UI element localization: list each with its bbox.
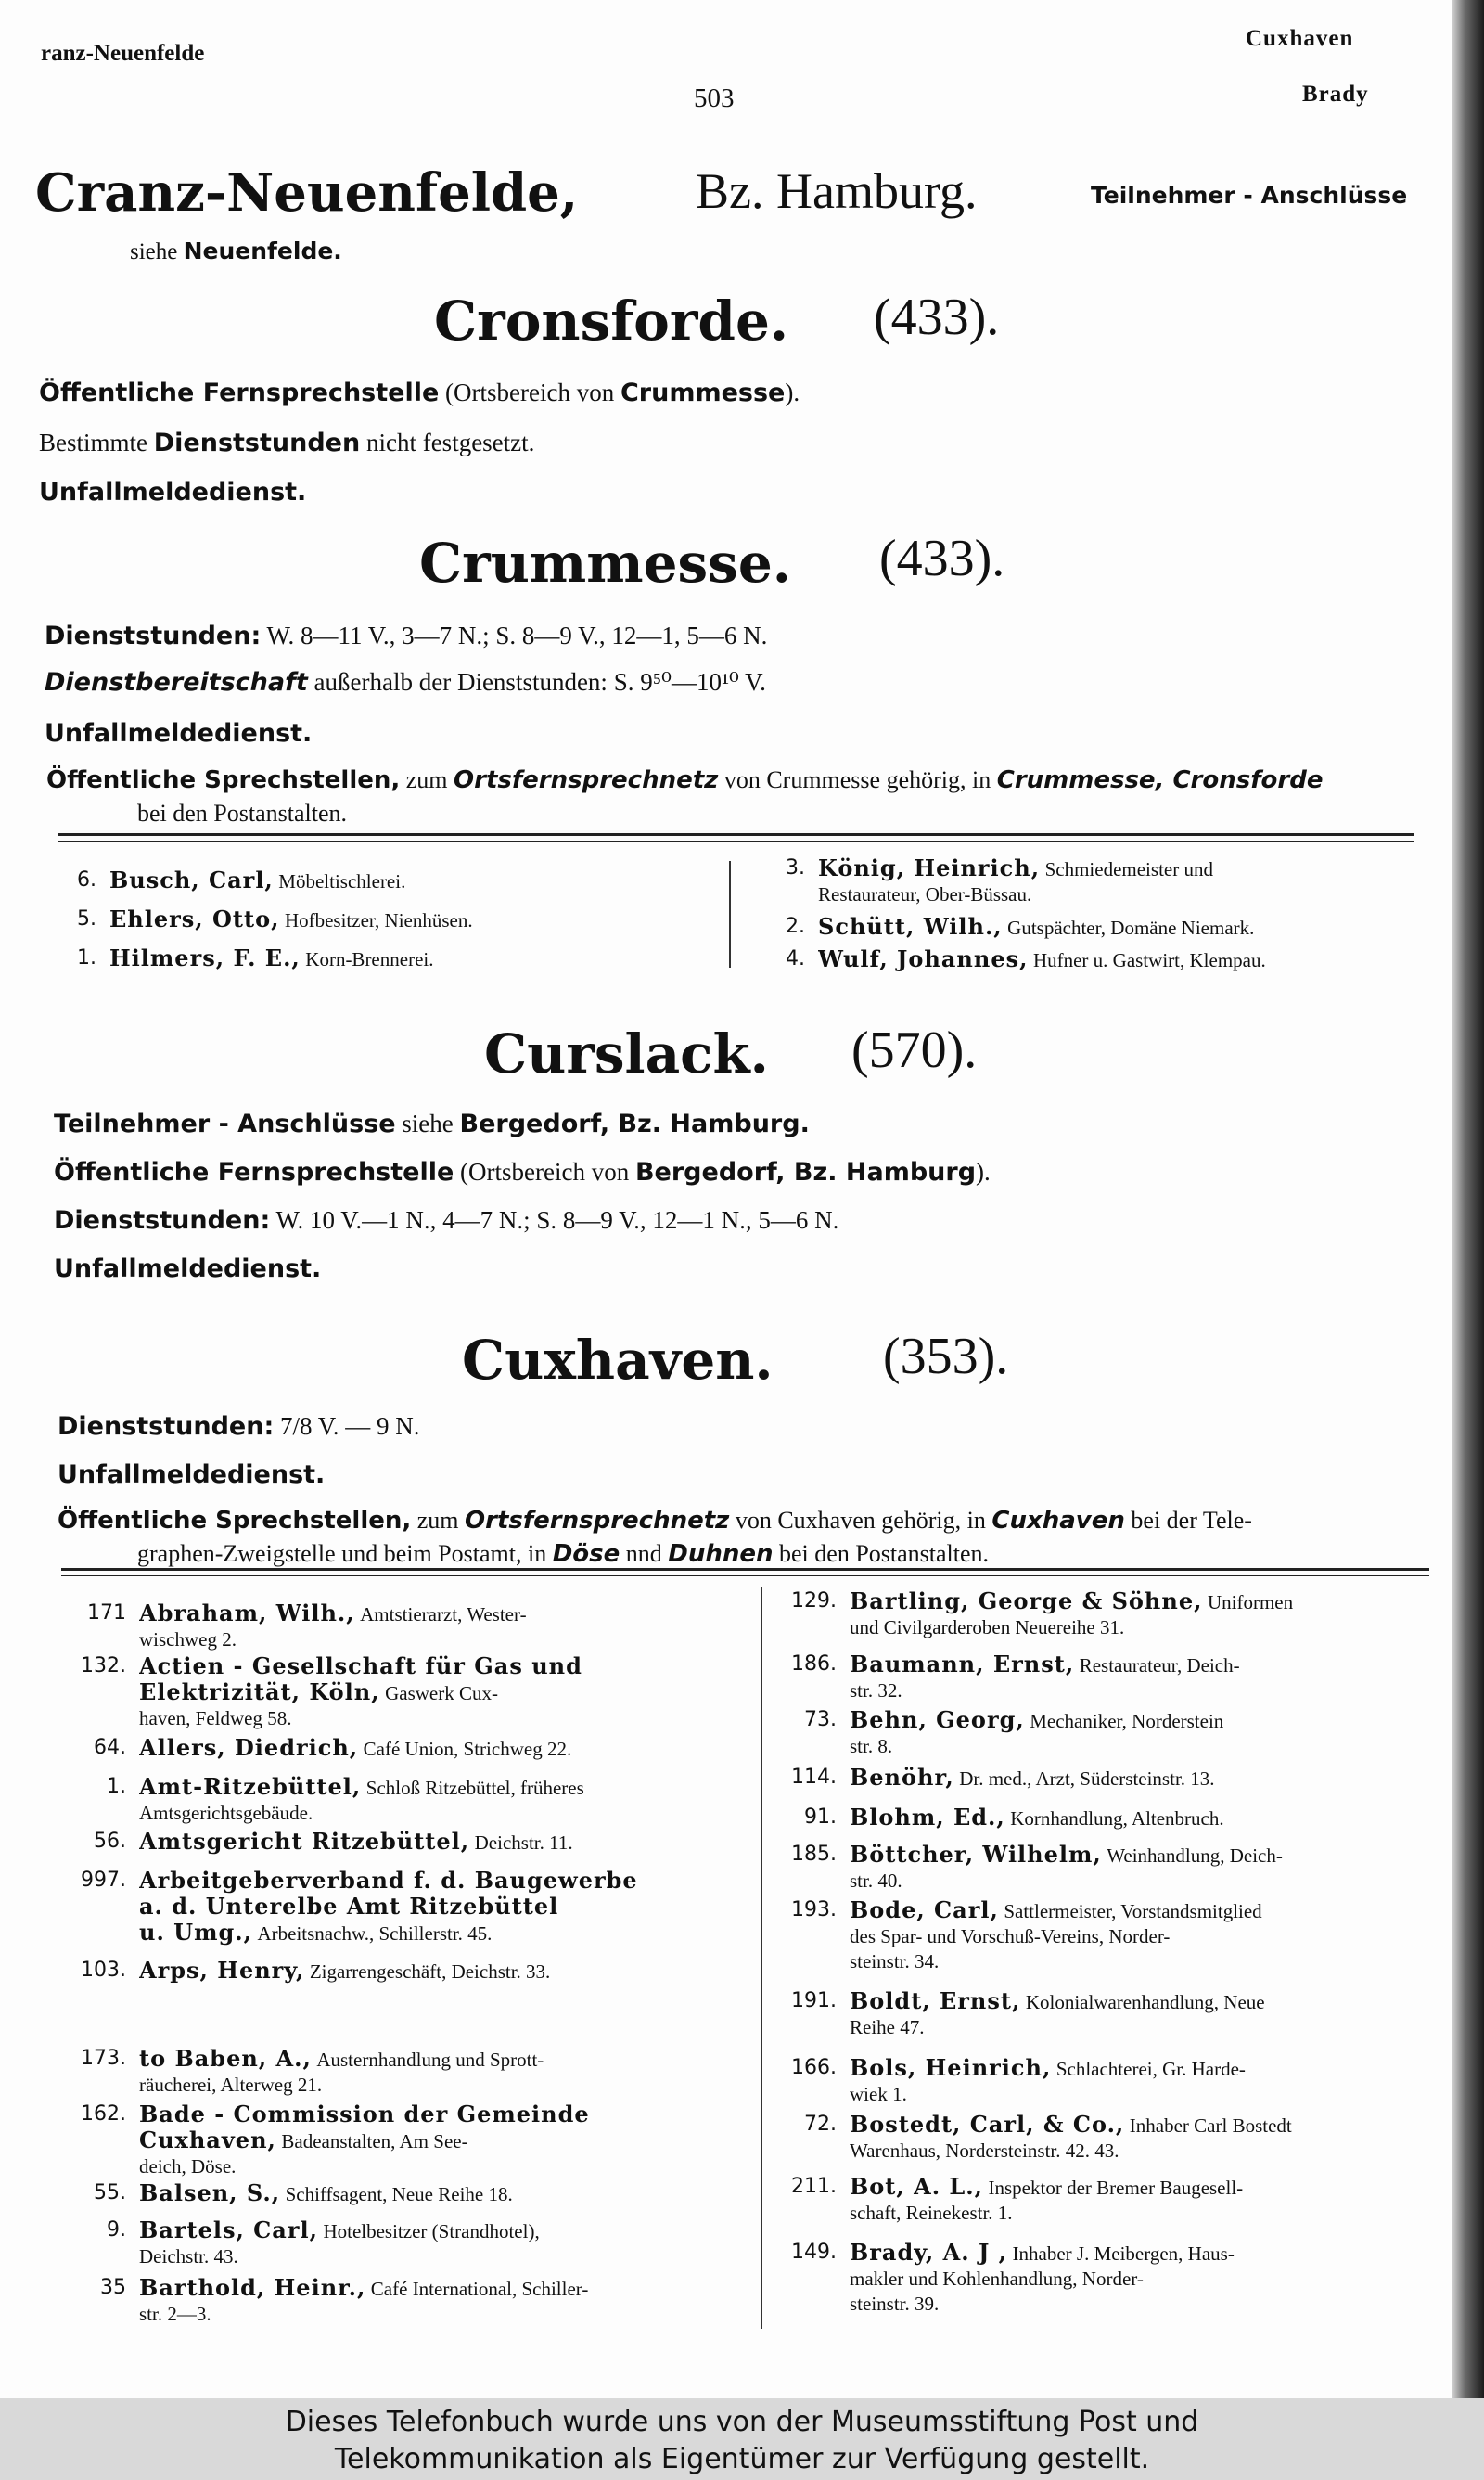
cuxhaven-hours <box>58 1412 420 1441</box>
entry-number: 9. <box>107 2218 126 2242</box>
entry-line <box>139 1653 731 1679</box>
entry-number: 35 <box>100 2276 126 2299</box>
entry-number: 166. <box>791 2056 837 2079</box>
entry-number: 1. <box>107 1775 126 1798</box>
entry-description: Hofbesitzer, Nienhüsen. <box>284 909 473 932</box>
entry-description-continued: Amtsgerichtsgebäude. <box>139 1802 313 1824</box>
entry-description: Kolonialwarenhandlung, Neue <box>1025 1991 1265 2013</box>
entry-name: Bode, Carl, <box>850 1897 999 1923</box>
entry-description: Schiffsagent, Neue Reihe 18. <box>285 2183 513 2205</box>
crummesse-readiness <box>45 668 766 697</box>
entry-body <box>850 1897 1443 1974</box>
entry-line <box>139 1958 731 1985</box>
entry-line <box>850 1707 1443 1734</box>
entry-name: Amtsgericht Ritzebüttel, <box>139 1829 470 1855</box>
cronsforde-hours-text: nicht festgesetzt. <box>365 429 535 456</box>
cronsforde-line-1 <box>39 379 800 407</box>
crummesse-public-text: von Crummesse gehörig, in <box>723 766 991 793</box>
entry-name: Actien - Gesellschaft für Gas und <box>139 1653 582 1679</box>
entry-number: 191. <box>791 1989 837 2012</box>
cuxhaven-public-place: Cuxhaven <box>991 1507 1125 1535</box>
entry-description-continued: wischweg 2. <box>139 1628 237 1651</box>
entry-body <box>850 2055 1443 2107</box>
entry-line <box>109 867 723 894</box>
entry-body <box>139 1653 731 1731</box>
crummesse-rule-top <box>58 833 1414 836</box>
entry-description: Gutspächter, Domäne Niemark. <box>1007 917 1255 939</box>
entry-body <box>850 1988 1443 2040</box>
entry-number: 149. <box>791 2241 837 2264</box>
entry-description-continued: str. 40. <box>850 1870 902 1892</box>
cuxhaven-public-zum: zum <box>416 1507 459 1534</box>
entry-number: 185. <box>791 1843 837 1866</box>
entry-number: 162. <box>81 2102 126 2126</box>
cuxhaven-number: (353). <box>883 1328 1009 1385</box>
entry-line <box>850 1588 1443 1615</box>
entry-description: Weinhandlung, Deich- <box>1107 1844 1283 1867</box>
curslack-hours-text: W. 10 V.—1 N., 4—7 N.; S. 8—9 V., 12—1 N., 5—6 N. <box>275 1206 839 1234</box>
entry-description: Amtstierarzt, Wester- <box>360 1603 527 1625</box>
entry-line <box>139 2217 731 2244</box>
entry-description-continued: haven, Feldweg 58. <box>139 1707 292 1729</box>
crummesse-public-line2: bei den Postanstalten. <box>137 800 348 827</box>
entry-description: Schlachterei, Gr. Harde- <box>1055 2058 1246 2080</box>
entry-name: Baumann, Ernst, <box>850 1651 1075 1677</box>
entry-description: Café Union, Strichweg 22. <box>363 1738 572 1760</box>
curslack-public-label: Öffentliche Fernsprechstelle <box>54 1158 454 1187</box>
entry-name: Amt-Ritzebüttel, <box>139 1774 362 1800</box>
entry-number: 997. <box>81 1869 126 1892</box>
entry-line <box>850 2112 1443 2139</box>
cuxhaven-hours-label: Dienststunden: <box>58 1412 275 1441</box>
entry-line <box>818 914 1421 941</box>
entry-description-continued: des Spar- und Vorschuß-Vereins, Norder- <box>850 1925 1171 1947</box>
entry-description: Hotelbesitzer (Strandhotel), <box>323 2220 540 2242</box>
entry-body <box>139 1868 731 1947</box>
cuxhaven-public-line2 <box>137 1540 989 1568</box>
entry-description: Hufner u. Gastwirt, Klempau. <box>1032 949 1266 971</box>
crummesse-hours <box>45 622 767 650</box>
entry-number: 173. <box>81 2047 126 2070</box>
crummesse-hours-label: Dienststunden: <box>45 622 262 650</box>
entry-description-continued: str. 2—3. <box>139 2303 211 2325</box>
cuxhaven-public-duhnen: Duhnen <box>668 1540 774 1568</box>
cranz-side-label: Teilnehmer - Anschlüsse <box>1091 182 1408 209</box>
entry-description-continued: steinstr. 39. <box>850 2293 940 2315</box>
curslack-hours-label: Dienststunden: <box>54 1206 271 1235</box>
curslack-line-1 <box>54 1110 810 1138</box>
cuxhaven-rule-bottom <box>61 1575 1429 1576</box>
entry-name: Hilmers, F. E., <box>109 945 301 971</box>
entry-description: Möbeltischlerei. <box>278 870 406 893</box>
cuxhaven-public-text: von Cuxhaven gehörig, in <box>735 1507 986 1534</box>
entry-name: Arps, Henry, <box>139 1958 305 1984</box>
entry-body <box>850 2240 1443 2317</box>
entry-name: Schütt, Wilh., <box>818 914 1003 940</box>
entry-number: 56. <box>94 1830 126 1853</box>
entry-description-continued: str. 32. <box>850 1679 902 1702</box>
running-header-right-bottom: Brady <box>1302 82 1369 107</box>
entry-body <box>139 2180 731 2207</box>
cronsforde-public-place: Crummesse <box>620 379 786 407</box>
entry-line <box>850 1842 1443 1869</box>
cuxhaven-public-text3: bei der Tele- <box>1131 1507 1252 1534</box>
crummesse-public-line1 <box>46 766 1323 794</box>
entry-body <box>850 1765 1443 1792</box>
entry-body <box>139 2275 731 2327</box>
entry-body <box>818 946 1421 973</box>
cuxhaven-public-line1 <box>58 1507 1252 1535</box>
cuxhaven-public-line2c: bei den Postanstalten. <box>779 1540 990 1567</box>
curslack-number: (570). <box>851 1022 978 1079</box>
entry-name: Bade - Commission der Gemeinde <box>139 2101 590 2127</box>
entry-body <box>109 867 723 894</box>
entry-line <box>139 2180 731 2207</box>
cranz-district: Bz. Hamburg. <box>696 163 978 219</box>
curslack-see-target: Bergedorf, Bz. Hamburg. <box>459 1110 810 1138</box>
entry-name: Abraham, Wilh., <box>139 1600 355 1626</box>
entry-number: 4. <box>786 947 805 970</box>
curslack-subscribers-label: Teilnehmer - Anschlüsse <box>54 1110 396 1138</box>
crummesse-column-divider <box>729 861 731 968</box>
cranz-title: Cranz-Neuenfelde, <box>35 162 579 224</box>
curslack-accident: Unfallmeldedienst. <box>54 1254 322 1283</box>
entry-name-continued: Elektrizität, Köln, <box>139 1679 380 1705</box>
entry-name: Bols, Heinrich, <box>850 2055 1052 2081</box>
entry-line <box>850 1651 1443 1678</box>
entry-number: 193. <box>791 1898 837 1921</box>
entry-name: Arbeitgeberverband f. d. Baugewerbe <box>139 1868 638 1894</box>
cronsforde-public-label: Öffentliche Fernsprechstelle <box>39 379 440 407</box>
entry-name: Böttcher, Wilhelm, <box>850 1842 1102 1868</box>
running-header-left: ranz-Neuenfelde <box>41 41 205 66</box>
entry-line <box>139 1735 731 1762</box>
entry-name: Blohm, Ed., <box>850 1805 1005 1831</box>
page-number: 503 <box>694 84 735 113</box>
entry-line <box>850 1765 1443 1792</box>
entry-line <box>139 1894 731 1920</box>
entry-description: Deichstr. 11. <box>474 1831 573 1854</box>
entry-description: Schloß Ritzebüttel, früheres <box>365 1777 584 1799</box>
entry-description-continued: steinstr. 34. <box>850 1950 940 1972</box>
entry-number: 171 <box>87 1601 126 1625</box>
entry-body <box>818 914 1421 941</box>
entry-description: Inspektor der Bremer Baugesell- <box>988 2177 1244 2199</box>
entry-body <box>850 1651 1443 1703</box>
entry-description: Inhaber Carl Bostedt <box>1129 2114 1292 2137</box>
entry-line <box>139 1774 731 1801</box>
entry-body <box>139 2046 731 2098</box>
entry-body <box>139 2217 731 2269</box>
entry-number: 132. <box>81 1654 126 1677</box>
entry-name-continued: a. d. Unterelbe Amt Ritzebüttel <box>139 1894 559 1920</box>
cronsforde-line-2 <box>39 429 534 457</box>
entry-description-continued: wiek 1. <box>850 2083 907 2105</box>
entry-line <box>139 2127 731 2154</box>
entry-line <box>850 1805 1443 1831</box>
entry-description-continued: Restaurateur, Ober-Büssau. <box>818 883 1032 906</box>
curslack-public-text: (Ortsbereich von <box>460 1158 630 1186</box>
entry-line <box>850 2174 1443 2201</box>
entry-name: Allers, Diedrich, <box>139 1735 359 1761</box>
entry-name: Bot, A. L., <box>850 2174 984 2200</box>
entry-name-continued: u. Umg., <box>139 1920 252 1946</box>
entry-description-continued: schaft, Reinekestr. 1. <box>850 2202 1013 2224</box>
entry-body <box>850 2174 1443 2226</box>
entry-body <box>139 1735 731 1762</box>
cronsforde-accident: Unfallmeldedienst. <box>39 478 307 507</box>
cranz-see-also <box>130 238 342 265</box>
entry-description-continued: räucherei, Alterweg 21. <box>139 2074 323 2096</box>
entry-line <box>139 1920 731 1947</box>
crummesse-title: Crummesse. <box>419 532 791 595</box>
entry-line <box>850 1897 1443 1924</box>
entry-description: Arbeitsnachw., Schillerstr. 45. <box>257 1922 493 1945</box>
crummesse-rule-bottom <box>58 841 1414 842</box>
entry-number: 72. <box>804 2113 837 2136</box>
cuxhaven-accident: Unfallmeldedienst. <box>58 1460 326 1489</box>
entry-number: 1. <box>77 946 96 970</box>
crummesse-public-label: Öffentliche Sprechstellen, <box>46 766 401 794</box>
entry-number: 5. <box>77 907 96 931</box>
entry-line <box>139 1600 731 1627</box>
entry-line <box>139 2275 731 2302</box>
entry-name: Wulf, Johannes, <box>818 946 1029 972</box>
entry-name: Barthold, Heinr., <box>139 2275 366 2301</box>
entry-name: Brady, A. J , <box>850 2240 1008 2266</box>
entry-body <box>109 906 723 933</box>
entry-line <box>850 1988 1443 2015</box>
entry-description-continued: deich, Döse. <box>139 2155 237 2178</box>
entry-number: 3. <box>786 856 805 880</box>
entry-line <box>818 946 1421 973</box>
entry-line <box>109 945 723 972</box>
entry-name: Bartling, George & Söhne, <box>850 1588 1203 1614</box>
entry-description: Uniformen <box>1207 1591 1294 1613</box>
entry-line <box>139 1679 731 1706</box>
entry-description: Mechaniker, Norderstein <box>1030 1710 1224 1732</box>
entry-description: Korn-Brennerei. <box>305 948 434 970</box>
footer-line-1: Dieses Telefonbuch wurde uns von der Museumsstiftung Post und <box>285 2406 1199 2438</box>
curslack-public-end: ). <box>976 1158 991 1186</box>
entry-description-continued: makler und Kohlenhandlung, Norder- <box>850 2268 1144 2290</box>
curslack-line-3 <box>54 1206 838 1235</box>
cronsforde-public-text: (Ortsbereich von <box>445 379 615 406</box>
entry-number: 114. <box>791 1766 837 1789</box>
entry-line <box>850 2240 1443 2267</box>
curslack-title: Curslack. <box>484 1022 769 1086</box>
cuxhaven-public-and: nnd <box>625 1540 662 1567</box>
page-edge-shadow <box>1452 0 1484 2398</box>
entry-body <box>139 1600 731 1652</box>
entry-description-continued: str. 8. <box>850 1735 893 1757</box>
cuxhaven-rule-top <box>61 1568 1429 1571</box>
entry-description: Restaurateur, Deich- <box>1079 1654 1240 1677</box>
cuxhaven-public-dose: Döse <box>552 1540 620 1568</box>
entry-body <box>139 2101 731 2179</box>
entry-body <box>850 1805 1443 1831</box>
entry-body <box>850 1588 1443 1640</box>
entry-number: 211. <box>791 2175 837 2198</box>
entry-number: 2. <box>786 915 805 938</box>
entry-number: 64. <box>94 1736 126 1759</box>
running-header-right-top: Cuxhaven <box>1246 26 1354 51</box>
entry-line <box>139 1868 731 1894</box>
cronsforde-number: (433). <box>874 289 1000 346</box>
entry-body <box>850 1842 1443 1894</box>
entry-line <box>139 2101 731 2127</box>
entry-name: Bartels, Carl, <box>139 2217 318 2243</box>
entry-description: Austernhandlung und Sprott- <box>316 2049 544 2071</box>
curslack-line-2 <box>54 1158 991 1187</box>
crummesse-accident: Unfallmeldedienst. <box>45 719 313 748</box>
entry-name: Bostedt, Carl, & Co., <box>850 2112 1125 2138</box>
cuxhaven-hours-text: 7/8 V. — 9 N. <box>280 1412 420 1440</box>
crummesse-public-network: Ortsfernsprechnetz <box>454 766 719 794</box>
entry-description-continued: Warenhaus, Nordersteinstr. 42. 43. <box>850 2139 1119 2162</box>
cronsforde-title: Cronsforde. <box>434 289 789 353</box>
entry-body <box>109 945 723 972</box>
entry-number: 186. <box>791 1652 837 1676</box>
cuxhaven-title: Cuxhaven. <box>462 1329 774 1392</box>
entry-description: Zigarrengeschäft, Deichstr. 33. <box>309 1960 551 1983</box>
entry-number: 6. <box>77 868 96 892</box>
crummesse-number: (433). <box>879 530 1005 587</box>
entry-name: Benöhr, <box>850 1765 954 1791</box>
entry-description: Badeanstalten, Am See- <box>281 2130 468 2152</box>
cuxhaven-public-network: Ortsfernsprechnetz <box>465 1507 730 1535</box>
cronsforde-public-end: ). <box>785 379 800 406</box>
entry-name: König, Heinrich, <box>818 855 1041 881</box>
curslack-public-place: Bergedorf, Bz. Hamburg <box>634 1158 977 1187</box>
entry-number: 55. <box>94 2181 126 2204</box>
entry-line <box>139 2046 731 2073</box>
footer-line-2: Telekommunikation als Eigentümer zur Verfügung gestellt. <box>334 2443 1150 2475</box>
entry-description: Kornhandlung, Altenbruch. <box>1010 1807 1224 1830</box>
crummesse-public-zum: zum <box>405 766 448 793</box>
entry-number: 73. <box>804 1708 837 1731</box>
cranz-see-target: Neuenfelde. <box>183 238 342 264</box>
entry-body <box>818 855 1421 907</box>
entry-number: 129. <box>791 1589 837 1613</box>
crummesse-public-places: Crummesse, Cronsforde <box>996 766 1324 794</box>
entry-name-continued: Cuxhaven, <box>139 2127 276 2153</box>
cronsforde-hours-label: Dienststunden <box>153 429 361 457</box>
entry-description: Gaswerk Cux- <box>385 1682 498 1704</box>
cuxhaven-public-line2a: graphen-Zweigstelle und beim Postamt, in <box>137 1540 547 1567</box>
crummesse-hours-text: W. 8—11 V., 3—7 N.; S. 8—9 V., 12—1, 5—6 N. <box>266 622 768 649</box>
entry-line <box>139 1829 731 1856</box>
entry-line <box>818 855 1421 882</box>
entry-name: Behn, Georg, <box>850 1707 1025 1733</box>
cranz-see-prefix: siehe <box>130 239 178 264</box>
entry-description-continued: und Civilgarderoben Neuereihe 31. <box>850 1616 1125 1638</box>
entry-description: Sattlermeister, Vorstandsmitglied <box>1004 1900 1262 1922</box>
entry-description: Café International, Schiller- <box>370 2278 589 2300</box>
archive-credit-footer <box>0 2398 1484 2480</box>
entry-body <box>139 1774 731 1826</box>
entry-line <box>850 2055 1443 2082</box>
curslack-see: siehe <box>402 1110 454 1137</box>
crummesse-readiness-label: Dienstbereitschaft <box>45 668 308 697</box>
entry-description: Dr. med., Arzt, Südersteinstr. 13. <box>959 1767 1215 1790</box>
entry-number: 103. <box>81 1959 126 1982</box>
entry-name: Boldt, Ernst, <box>850 1988 1021 2014</box>
cuxhaven-public-label: Öffentliche Sprechstellen, <box>58 1507 412 1535</box>
entry-body <box>850 1707 1443 1759</box>
entry-body <box>139 1958 731 1985</box>
entry-name: Balsen, S., <box>139 2180 281 2206</box>
entry-description: Inhaber J. Meibergen, Haus- <box>1012 2242 1235 2265</box>
cronsforde-hours-pre: Bestimmte <box>39 429 147 456</box>
entry-description: Schmiedemeister und <box>1044 858 1213 880</box>
entry-number: 91. <box>804 1805 837 1829</box>
crummesse-readiness-text: außerhalb der Dienststunden: S. 9⁵⁰—10¹⁰ V. <box>313 668 766 696</box>
entry-body <box>139 1829 731 1856</box>
entry-name: Ehlers, Otto, <box>109 906 280 932</box>
entry-body <box>850 2112 1443 2164</box>
entry-line <box>109 906 723 933</box>
entry-name: Busch, Carl, <box>109 867 274 893</box>
entry-name: to Baben, A., <box>139 2046 312 2072</box>
entry-description-continued: Reihe 47. <box>850 2016 925 2038</box>
entry-description-continued: Deichstr. 43. <box>139 2245 238 2268</box>
cuxhaven-column-divider <box>761 1587 762 2329</box>
